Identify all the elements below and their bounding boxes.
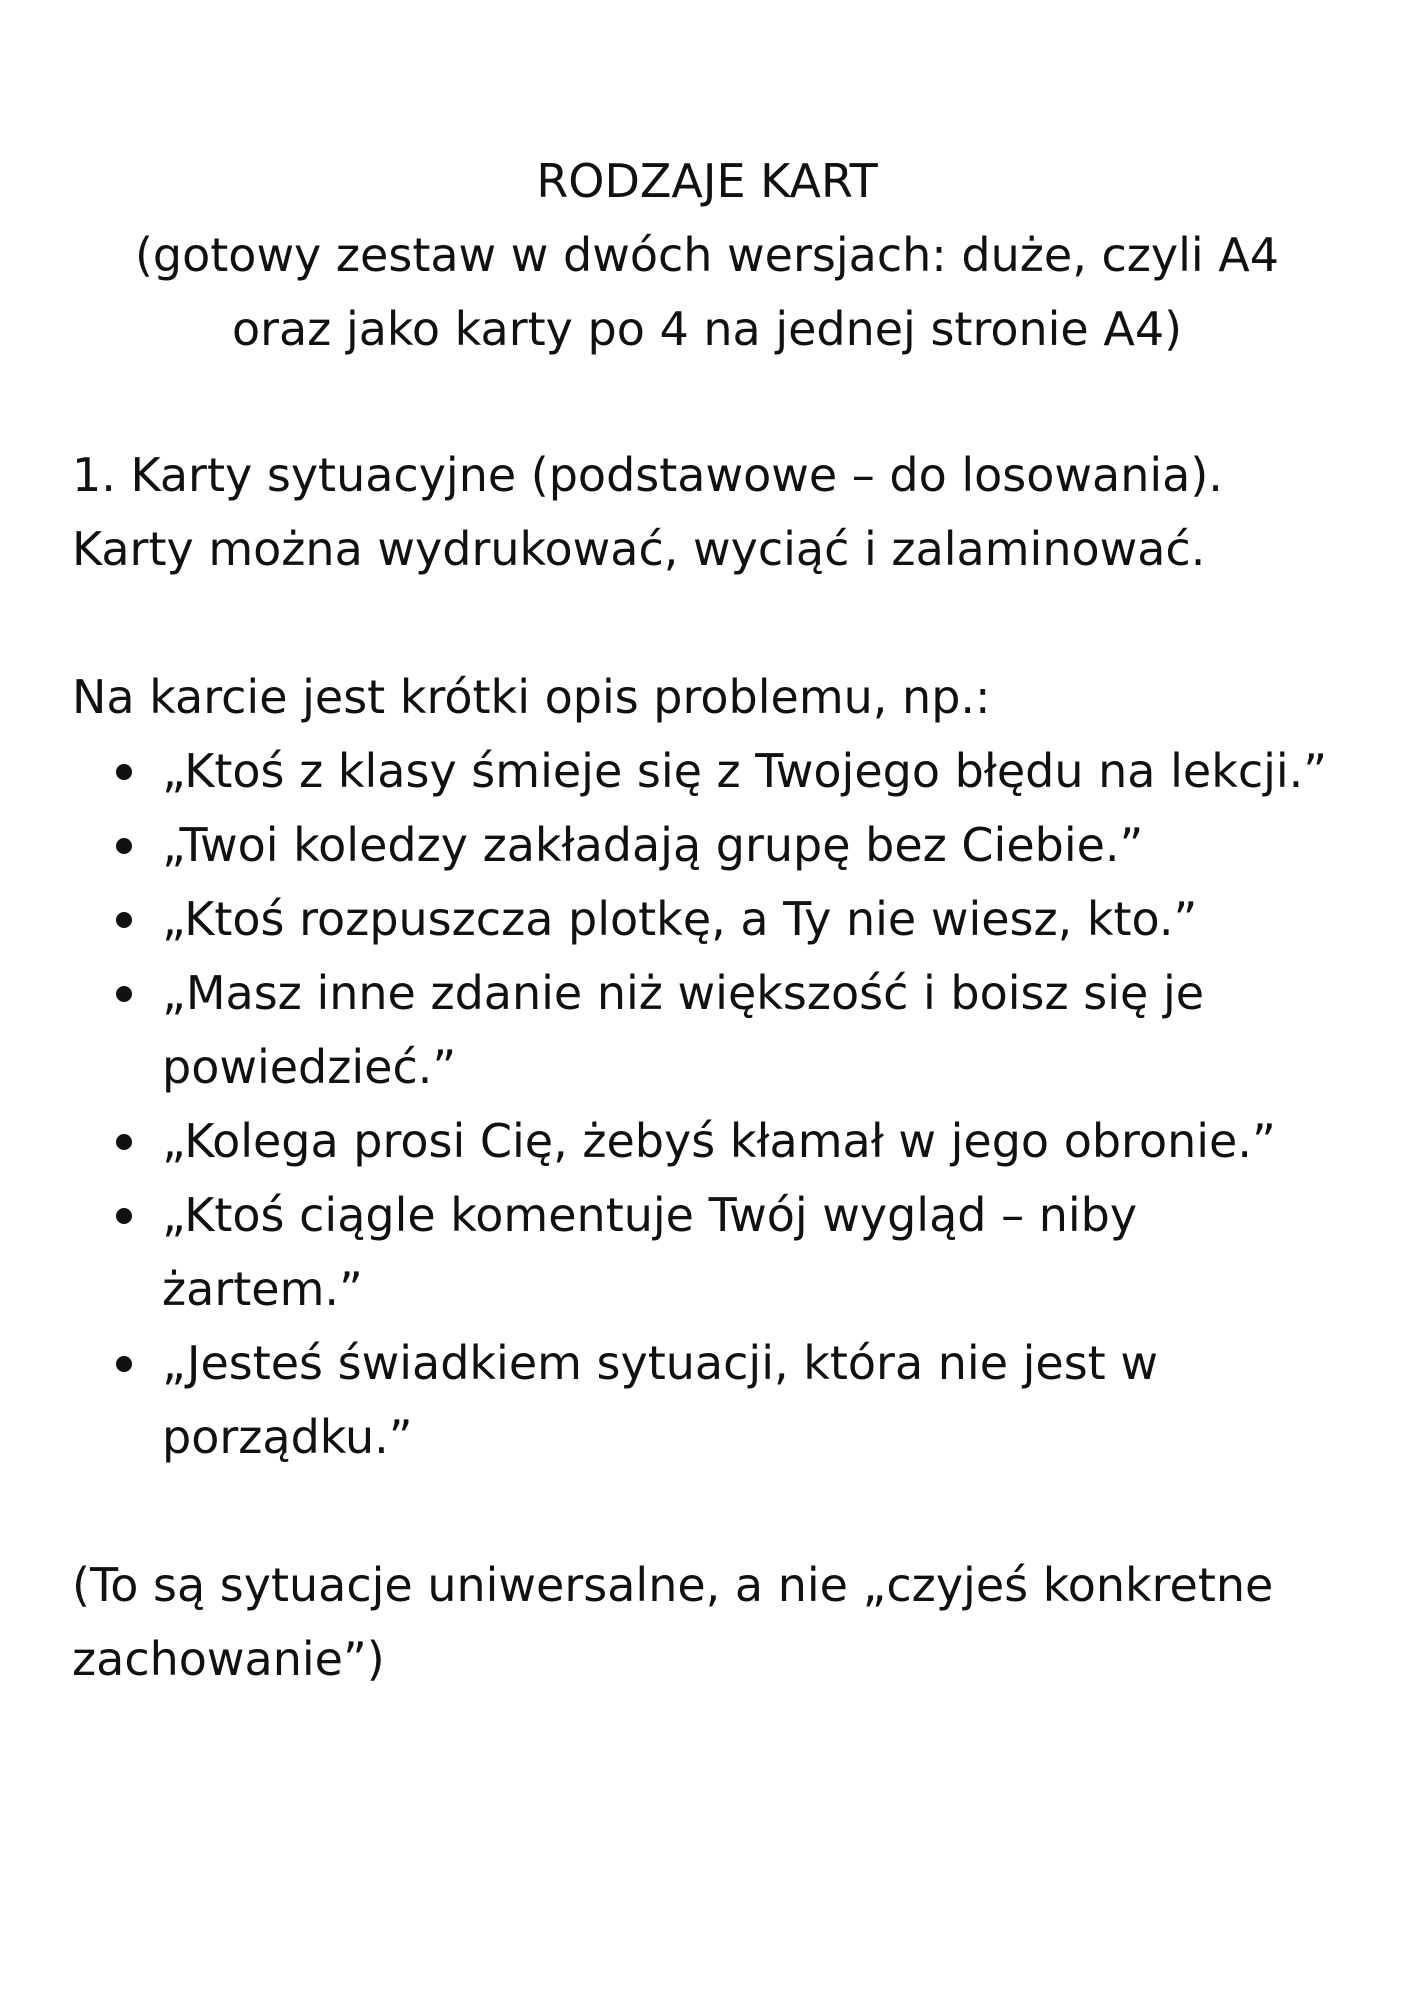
list-item-text: „Ktoś ciągle komentuje Twój wygląd – niby żartem.” [162,1188,1138,1316]
bullet-icon [116,764,132,780]
footnote: (To są sytuacje uniwersalne, a nie „czyjeś konkretne zachowanie”) [72,1558,1274,1686]
section-heading: 1. Karty sytuacyjne (podstawowe – do losowania). [72,448,1223,502]
list-item-text: „Ktoś rozpuszcza plotkę, a Ty nie wiesz, kto.” [162,892,1198,946]
list-item [162,1104,1342,1178]
bullet-icon [116,912,132,928]
title-block [72,144,1342,366]
list-item [162,1178,1342,1326]
title-subtitle-line-2: oraz jako karty po 4 na jednej stronie A4) [231,302,1183,356]
bullet-icon [116,838,132,854]
bullet-icon [116,1208,132,1224]
spacer [72,1474,1342,1548]
list-item [162,956,1342,1104]
list-item [162,734,1342,808]
list-item-text: „Twoi koledzy zakładają grupę bez Ciebie.” [162,818,1144,872]
list-item-text: „Jesteś świadkiem sytuacji, która nie jest w porządku.” [162,1336,1158,1464]
list-item-text: „Kolega prosi Cię, żebyś kłamał w jego obronie.” [162,1114,1276,1168]
list-item-text: „Masz inne zdanie niż większość i boisz się je powiedzieć.” [162,966,1205,1094]
spacer [72,586,1342,660]
list-item [162,1326,1342,1474]
section-subline: Karty można wydrukować, wyciąć i zalaminować. [72,522,1206,576]
title-subtitle-line-1: (gotowy zestaw w dwóch wersjach: duże, czyli A4 [134,228,1280,282]
list-item [162,882,1342,956]
bullet-icon [116,1356,132,1372]
examples-list [72,734,1342,1474]
list-item [162,808,1342,882]
list-item-text: „Ktoś z klasy śmieje się z Twojego błędu na lekcji.” [162,744,1328,798]
examples-intro: Na karcie jest krótki opis problemu, np.: [72,670,991,724]
bullet-icon [116,986,132,1002]
bullet-icon [116,1134,132,1150]
page-title: RODZAJE KART [536,154,878,208]
